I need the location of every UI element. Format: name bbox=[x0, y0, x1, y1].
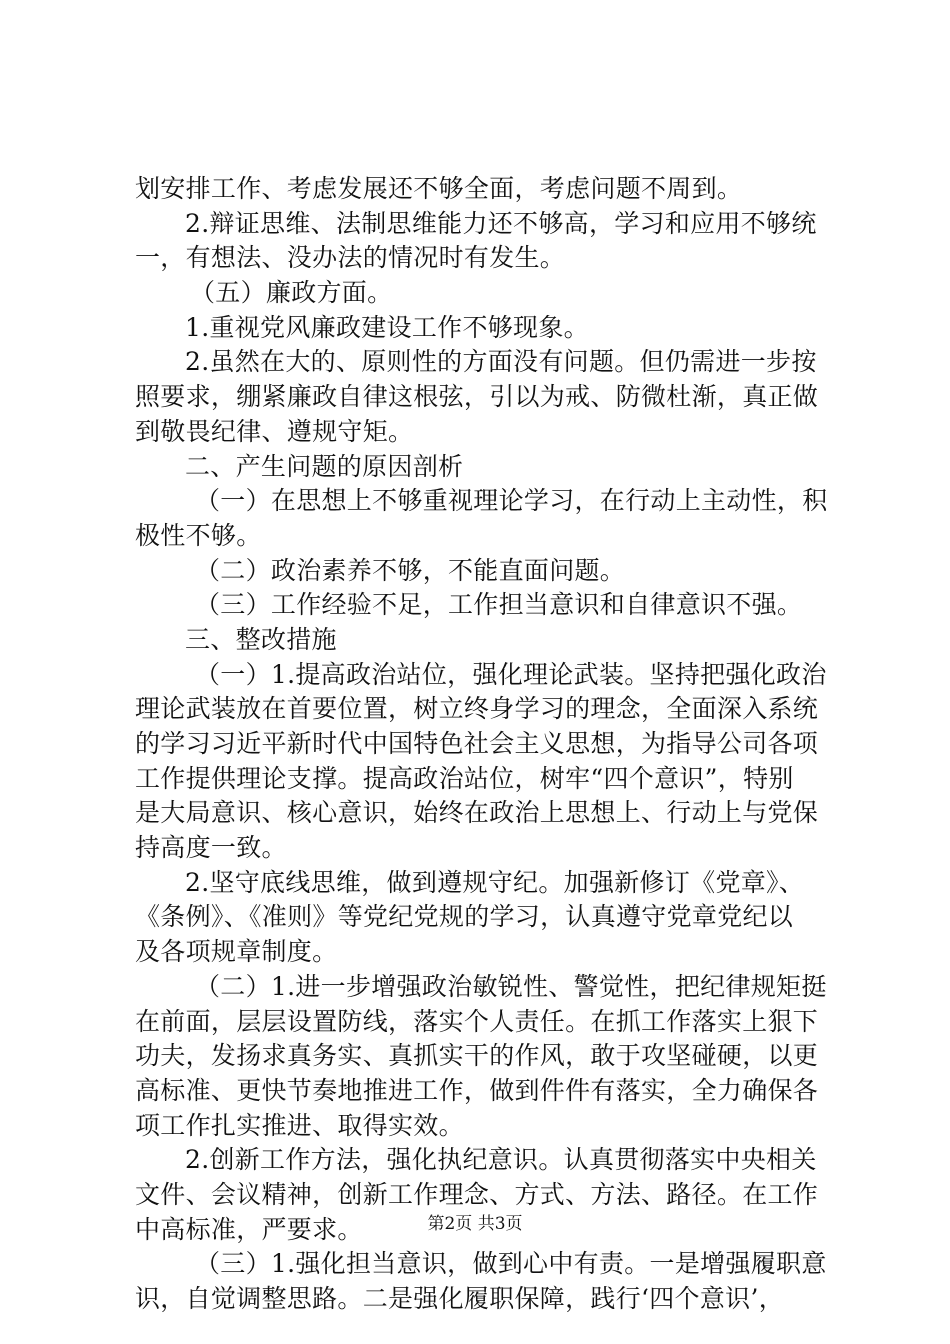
text-line: 是大局意识、核心意识，始终在政治上思想上、行动上与党保 bbox=[135, 798, 819, 828]
text-line: （三）1.强化担当意识，做到心中有责。一是增强履职意 bbox=[195, 1249, 827, 1279]
text-line: 工作提供理论支撑。提高政治站位，树牢“四个意识”，特别 bbox=[135, 763, 794, 793]
text-line: 一，有想法、没办法的情况时有发生。 bbox=[135, 243, 566, 273]
text-line: 高标准、更快节奏地推进工作，做到件件有落实，全力确保各 bbox=[135, 1075, 819, 1105]
text-line: 项工作扎实推进、取得实效。 bbox=[135, 1110, 464, 1140]
document-body bbox=[135, 172, 835, 1317]
text-line: 功夫，发扬求真务实、真抓实干的作风，敢于攻坚碰硬，以更 bbox=[135, 1041, 819, 1071]
section-heading: （五）廉政方面。 bbox=[190, 278, 393, 308]
text-line: 2.坚守底线思维，做到遵规守纪。加强新修订《党章》、 bbox=[185, 867, 805, 897]
text-line: 划安排工作、考虑发展还不够全面，考虑问题不周到。 bbox=[135, 174, 743, 203]
text-line: 持高度一致。 bbox=[135, 833, 287, 863]
text-line: （二）政治素养不够，不能直面问题。 bbox=[195, 555, 626, 585]
text-line: 中高标准，严要求。 bbox=[135, 1214, 363, 1244]
text-line: 识，自觉调整思路。二是强化履职保障，践行‘四个意识’， bbox=[135, 1284, 784, 1313]
text-line: 极性不够。 bbox=[135, 520, 262, 550]
text-line: （二）1.进一步增强政治敏锐性、警觉性，把纪律规矩挺 bbox=[195, 971, 827, 1001]
text-line: 1.重视党风廉政建设工作不够现象。 bbox=[185, 312, 589, 342]
page-footer: 第2页 共3页 bbox=[427, 1214, 523, 1234]
text-line: 在前面，层层设置防线，落实个人责任。在抓工作落实上狠下 bbox=[135, 1006, 819, 1036]
text-line: 到敬畏纪律、遵规守矩。 bbox=[135, 416, 414, 446]
text-line: 2.虽然在大的、原则性的方面没有问题。但仍需进一步按 bbox=[185, 347, 817, 377]
text-line: （三）工作经验不足，工作担当意识和自律意识不强。 bbox=[195, 590, 803, 620]
text-line: 文件、会议精神，创新工作理念、方式、方法、路径。在工作 bbox=[135, 1179, 819, 1209]
text-line: （一）1.提高政治站位，强化理论武装。坚持把强化政治 bbox=[195, 659, 827, 689]
section-heading: 三、整改措施 bbox=[185, 624, 337, 654]
section-heading: 二、产生问题的原因剖析 bbox=[185, 451, 464, 481]
text-line: 及各项规章制度。 bbox=[135, 937, 338, 967]
text-line: 理论武装放在首要位置，树立终身学习的理念，全面深入系统 bbox=[135, 694, 819, 724]
text-line: 2.创新工作方法，强化执纪意识。认真贯彻落实中央相关 bbox=[185, 1145, 817, 1175]
text-line: （一）在思想上不够重视理论学习，在行动上主动性，积 bbox=[195, 486, 828, 516]
text-line: 2.辩证思维、法制思维能力还不够高，学习和应用不够统 bbox=[185, 208, 817, 238]
text-line: 照要求，绷紧廉政自律这根弦，引以为戒、防微杜渐，真正做 bbox=[135, 382, 819, 412]
text-line: 的学习习近平新时代中国特色社会主义思想，为指导公司各项 bbox=[135, 729, 819, 758]
text-line: 《条例》、《准则》等党纪党规的学习，认真遵守党章党纪以 bbox=[135, 902, 794, 932]
